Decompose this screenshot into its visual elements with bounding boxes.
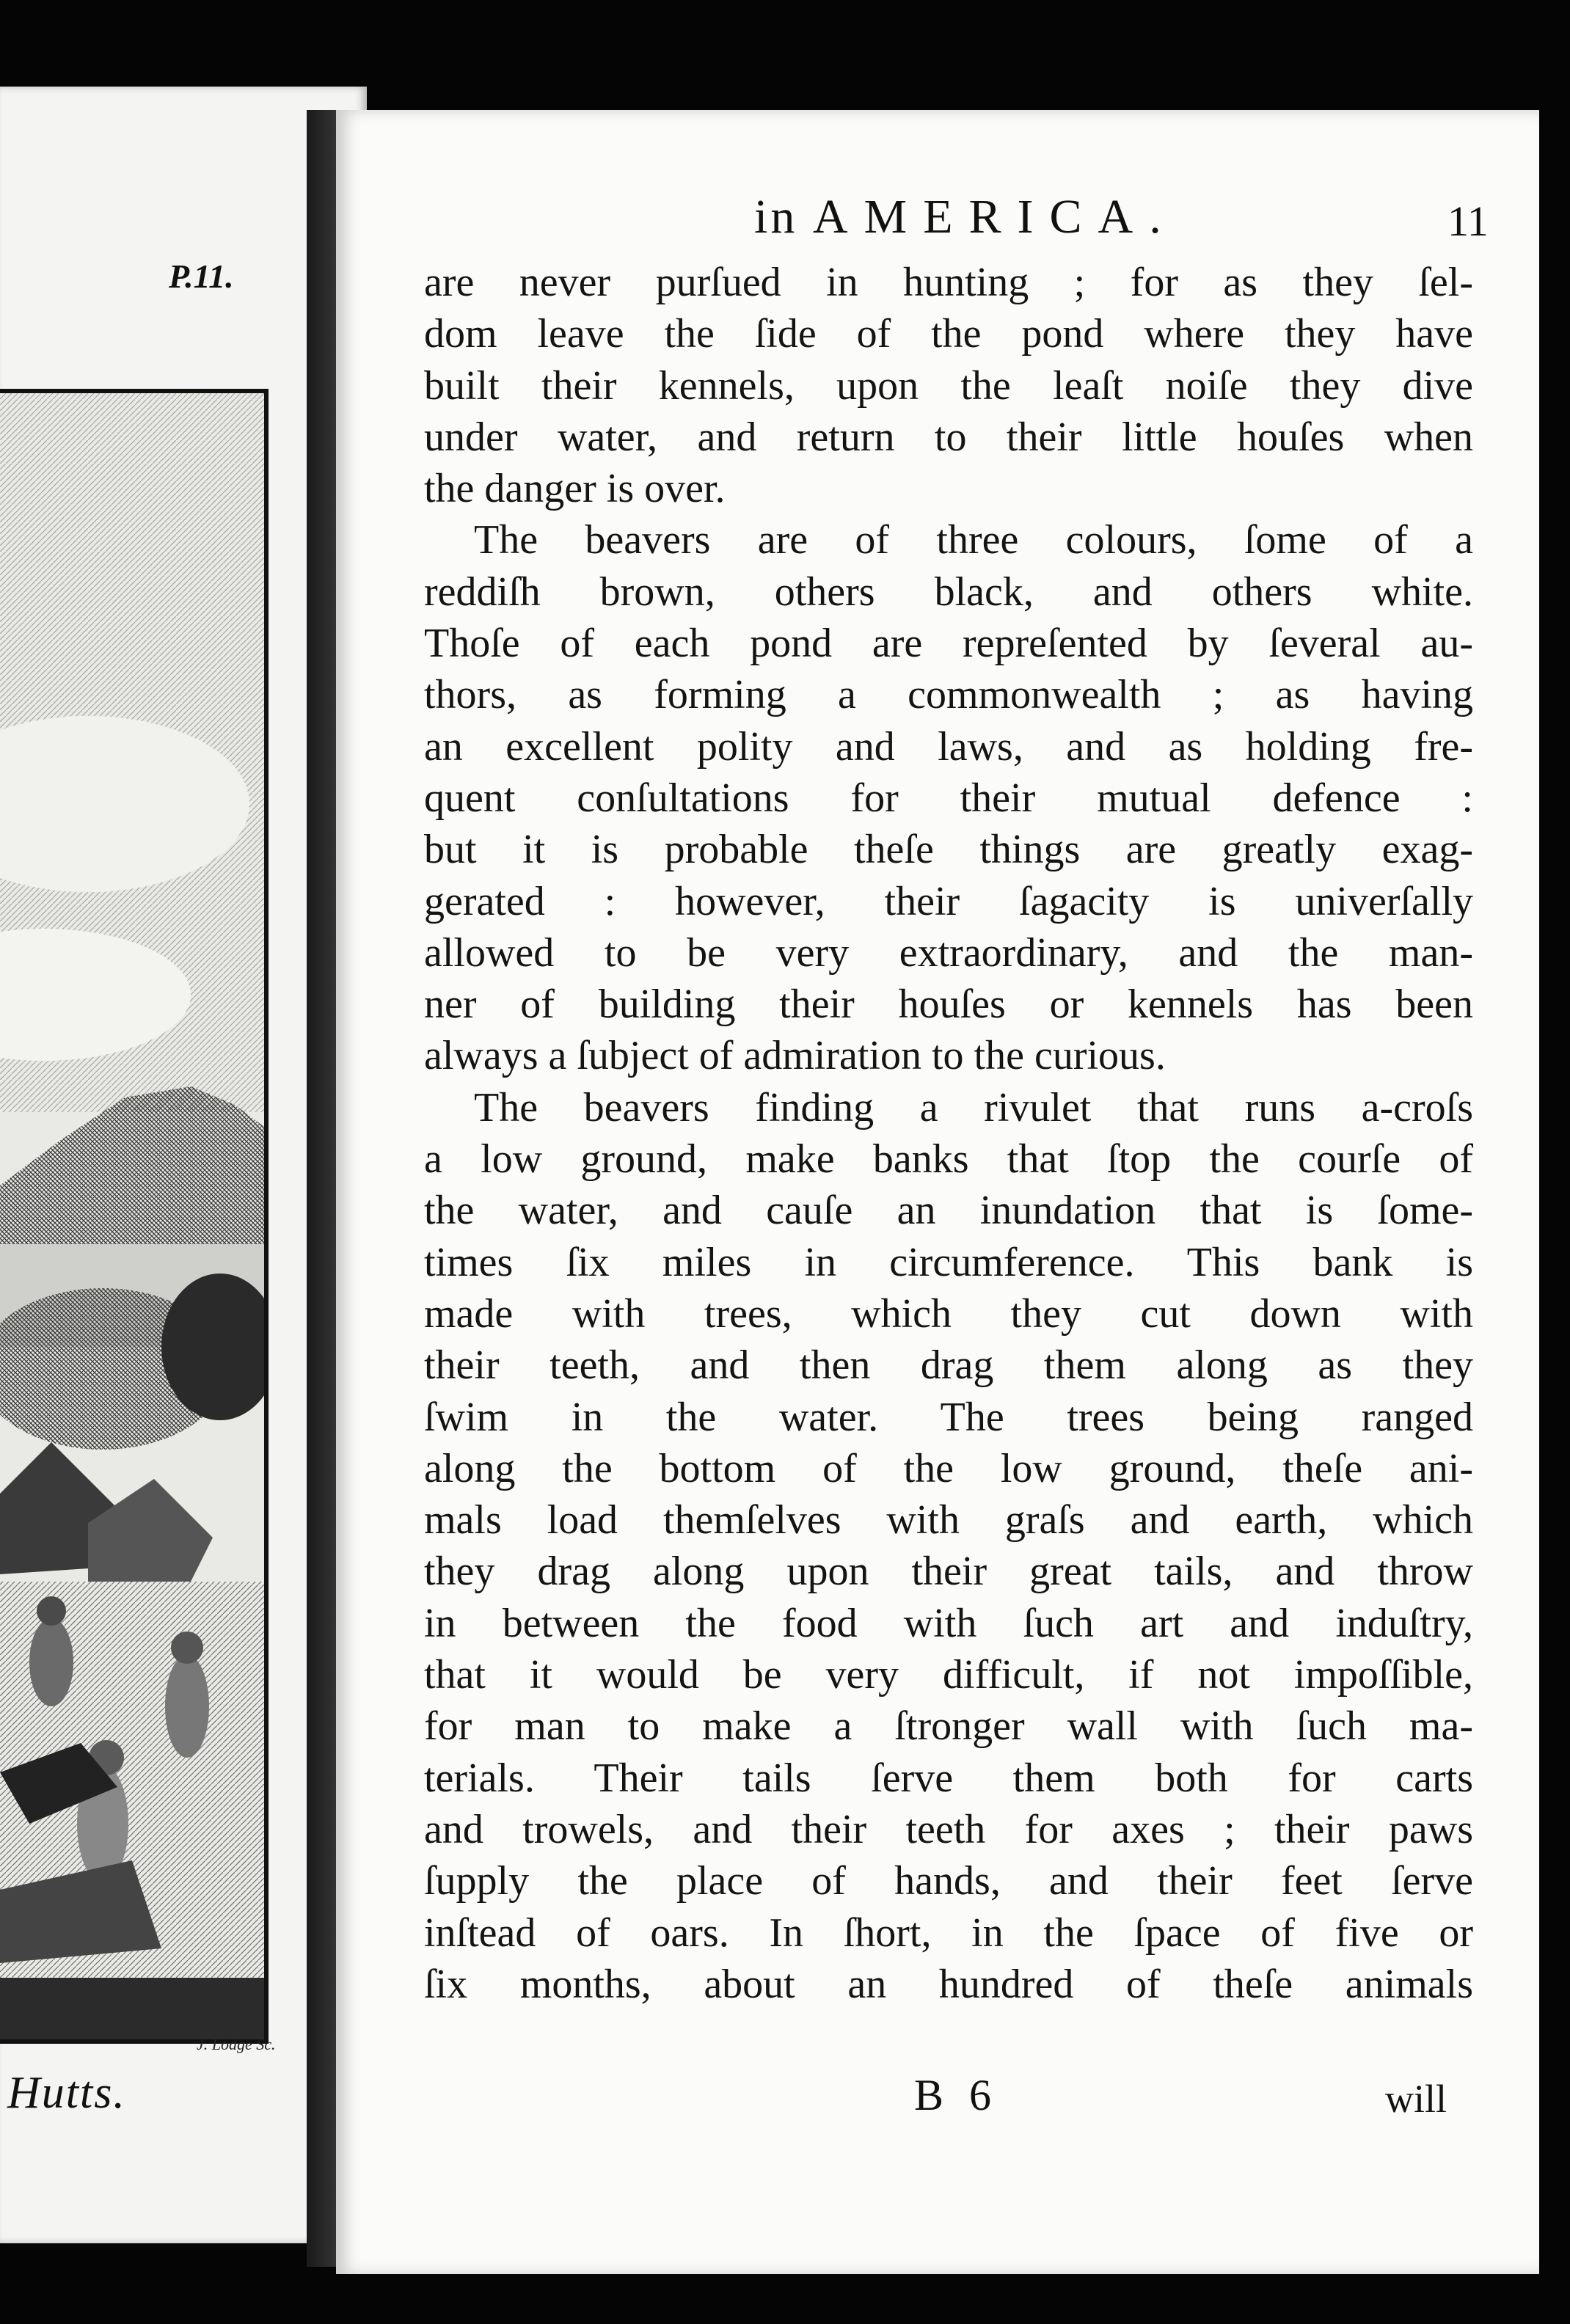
text-line: allowed to be very extraordinary, and the man-	[424, 929, 1473, 976]
body-text	[424, 257, 1473, 2010]
text-line: for man to make a ſtronger wall with ſuch ma-	[424, 1703, 1473, 1750]
engraving-plate	[0, 389, 269, 2044]
engraver-credit: J. Lodge Sc.	[197, 2035, 276, 2053]
text-line: gerated : however, their ſagacity is univerſally	[424, 878, 1473, 924]
text-line: The beavers are of three colours, ſome of a	[474, 517, 1473, 563]
text-line: ſwim in the water. The trees being ranged	[424, 1394, 1473, 1440]
page-footer	[336, 2070, 1539, 2129]
text-line: dom leave the ſide of the pond where they have	[424, 311, 1473, 357]
text-line: that it would be very difficult, if not impoſſible,	[424, 1652, 1473, 1698]
beaver-engraving-illustration	[0, 393, 264, 2039]
plate-label: P.11.	[169, 257, 234, 295]
text-line: quent conſultations for their mutual defence :	[424, 775, 1473, 821]
text-line: times ſix miles in circumference. This bank is	[424, 1239, 1473, 1285]
text-line: terials. Their tails ſerve them both for carts	[424, 1755, 1473, 1801]
text-line: they drag along upon their great tails, and throw	[424, 1549, 1473, 1595]
catchword: will	[1385, 2077, 1447, 2121]
running-head-prefix: in	[754, 190, 798, 244]
running-head	[754, 189, 1178, 245]
text-line: always a ſubject of admiration to the curious.	[424, 1033, 1166, 1079]
text-line: Thoſe of each pond are repreſented by ſeveral au-	[424, 621, 1473, 667]
text-line: reddiſh brown, others black, and others white.	[424, 569, 1473, 615]
text-line: thors, as forming a commonwealth ; as having	[424, 672, 1473, 718]
text-line: ner of building their houſes or kennels has been	[424, 982, 1473, 1028]
text-line: the danger is over.	[424, 466, 726, 512]
text-line: the water, and cauſe an inundation that is ſome-	[424, 1188, 1473, 1234]
text-line: their teeth, and then drag them along as they	[424, 1342, 1473, 1389]
plate-caption: Hutts.	[7, 2068, 126, 2118]
signature-mark: B 6	[914, 2071, 999, 2119]
text-line: made with trees, which they cut down with	[424, 1290, 1473, 1337]
text-line: The beavers finding a rivulet that runs a-croſs	[474, 1084, 1473, 1130]
text-line: ſix months, about an hundred of theſe animals	[424, 1961, 1473, 2007]
text-line: a low ground, make banks that ſtop the courſe of	[424, 1136, 1473, 1183]
text-line: along the bottom of the low ground, theſe ani-	[424, 1445, 1473, 1491]
right-page-text	[336, 110, 1539, 2274]
text-line: an excellent polity and laws, and as holding fre-	[424, 723, 1473, 770]
running-head-title: AMERICA.	[812, 190, 1178, 244]
text-line: but it is probable theſe things are greatly exag-	[424, 827, 1473, 873]
text-line: inſtead of oars. In ſhort, in the ſpace of five or	[424, 1910, 1473, 1956]
page-number: 11	[1447, 197, 1489, 245]
text-line: and trowels, and their teeth for axes ; their paws	[424, 1806, 1473, 1852]
text-line: are never purſued in hunting ; for as they ſel-	[424, 260, 1473, 305]
text-line: in between the food with ſuch art and induſtry,	[424, 1600, 1473, 1646]
text-line: built their kennels, upon the leaſt noiſe they dive	[424, 362, 1473, 409]
text-line: under water, and return to their little houſes when	[424, 414, 1473, 460]
text-line: mals load themſelves with graſs and earth, which	[424, 1497, 1473, 1543]
text-line: ſupply the place of hands, and their feet ſerve	[424, 1858, 1473, 1904]
